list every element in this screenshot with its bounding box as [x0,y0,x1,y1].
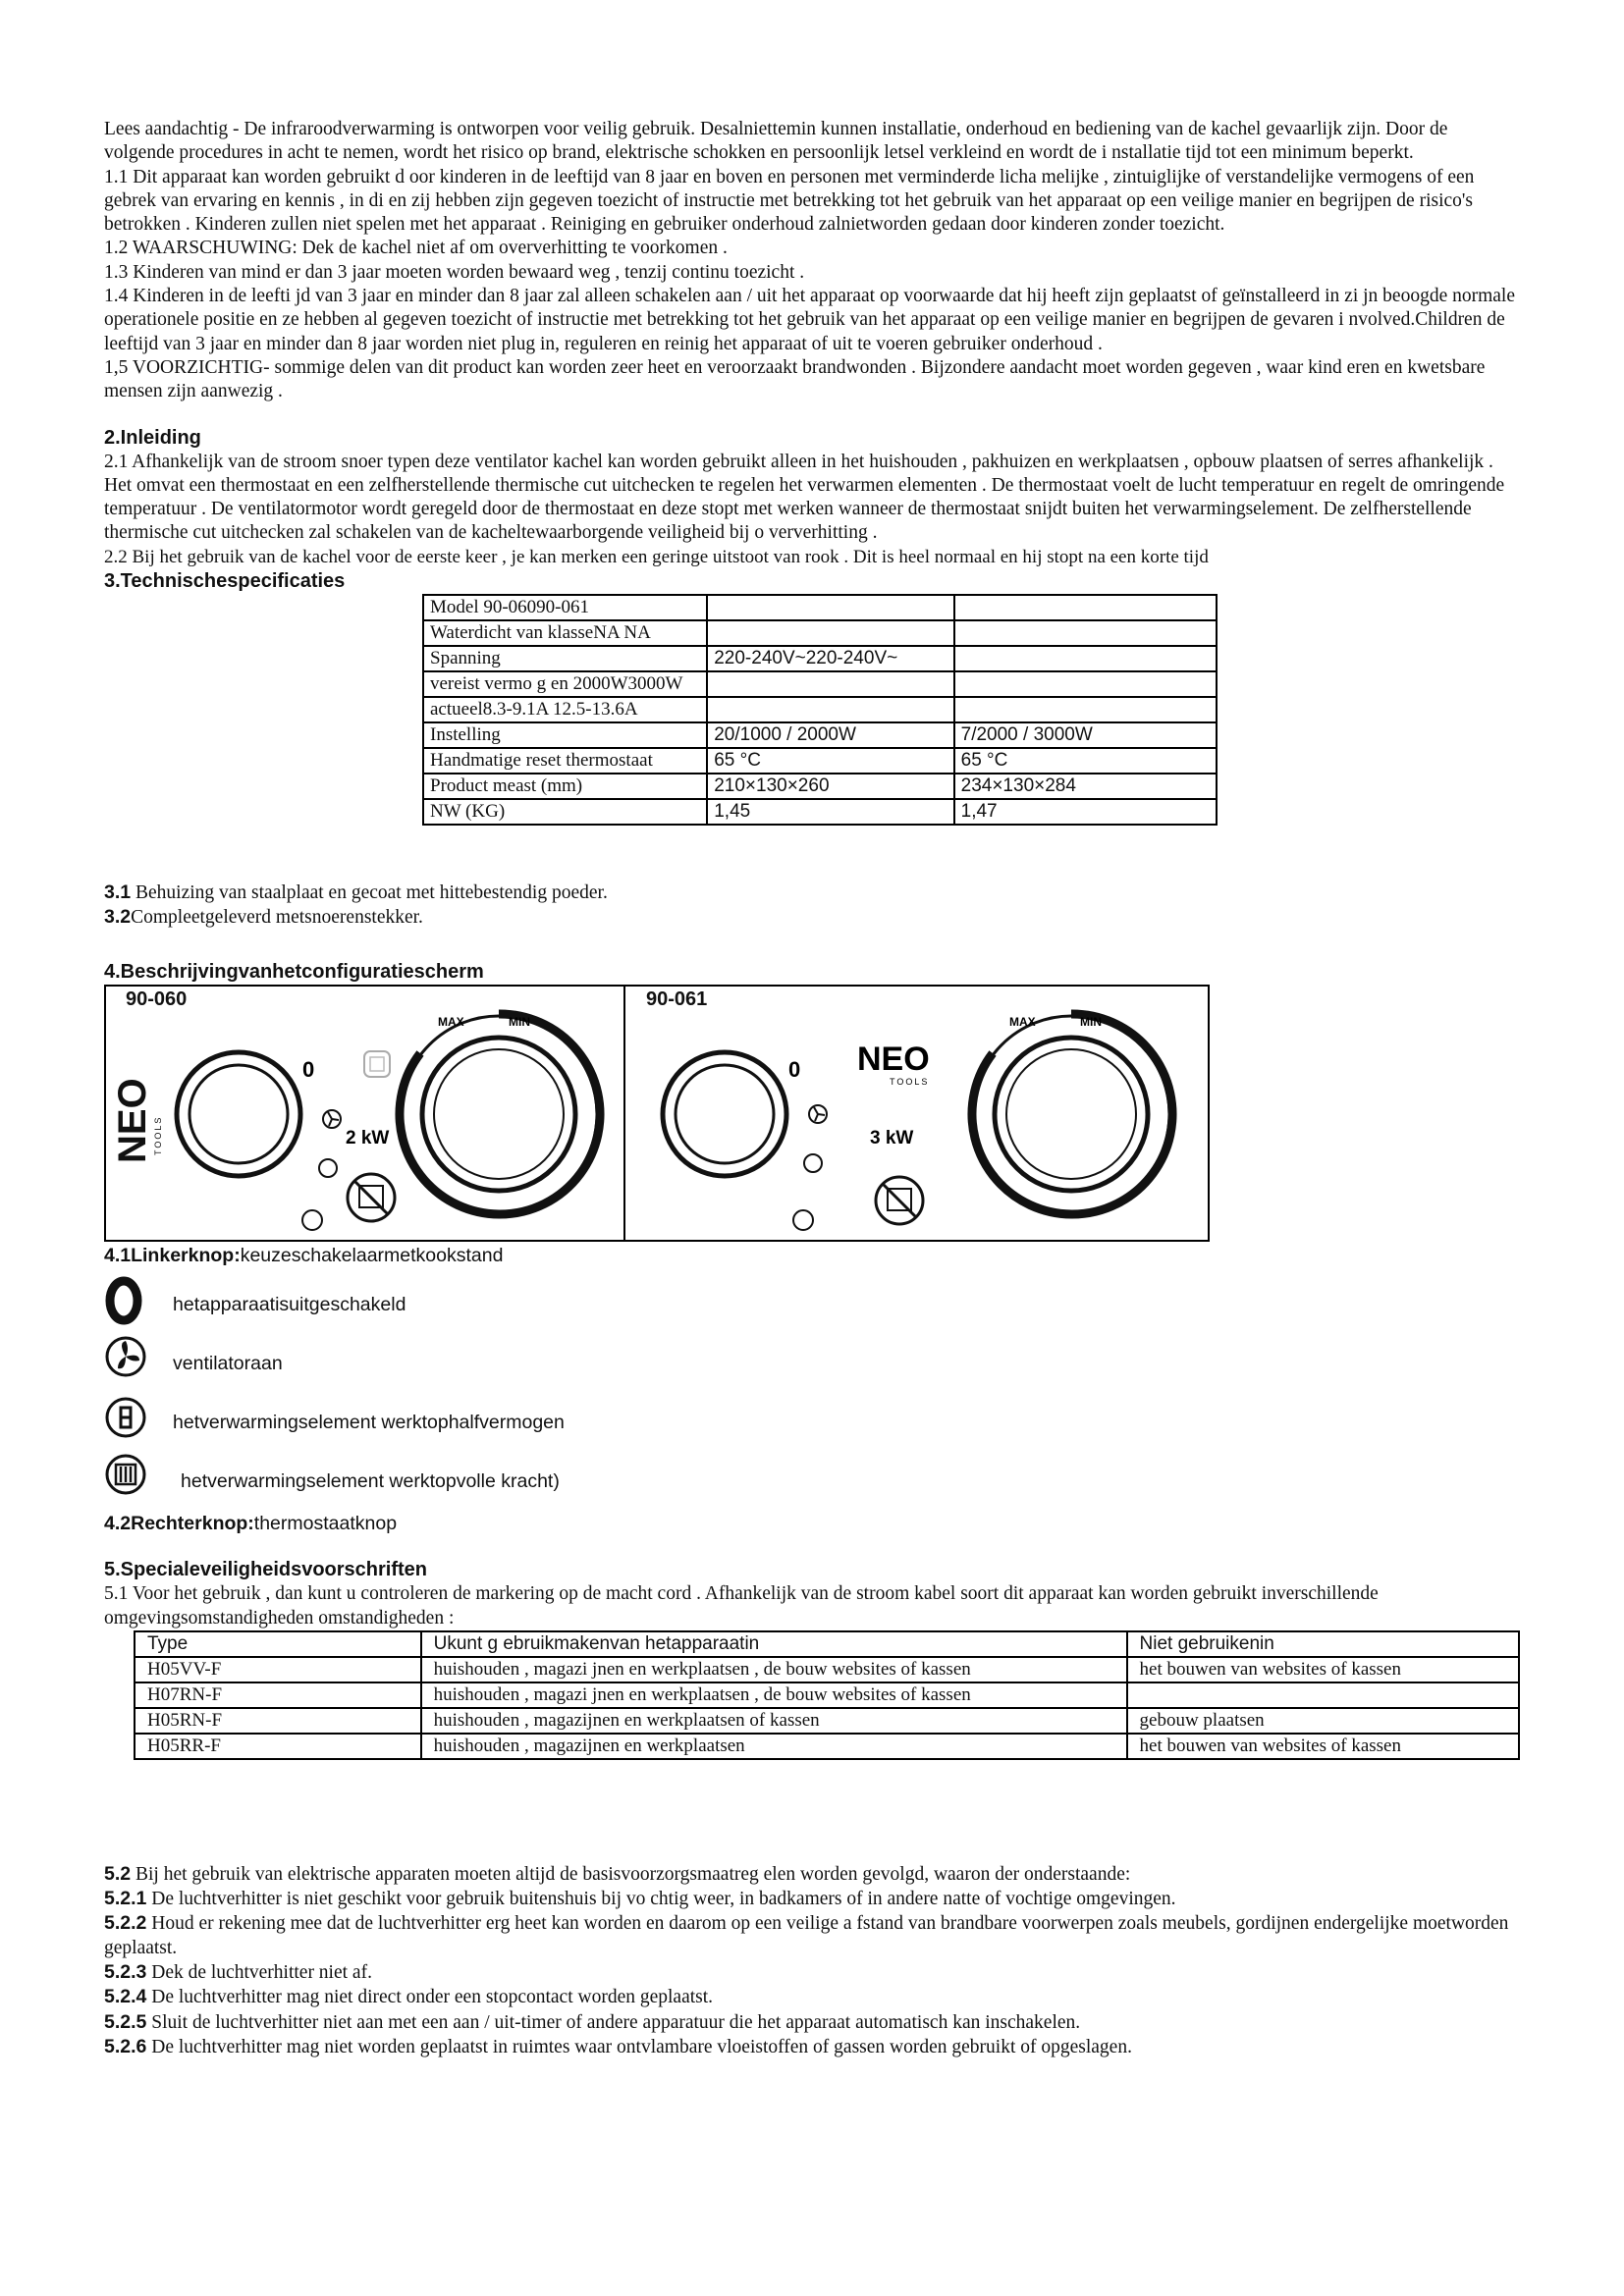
table-cell [954,620,1217,646]
table-cell [954,646,1217,671]
table-row [423,697,1217,722]
table-cell: 220-240V~220-240V~ [707,646,953,671]
intro-paragraph: Lees aandachtig - De infraroodverwarming is ontworpen voor veilig gebruik. Desalniettemin kunnen installatie, onderhoud en bediening van de kachel gevaarlijk zijn. Door de volgende procedures in acht te nemen, wordt het risico op brand, elektrische schokken en persoonlijk letsel verkleind en wordt de i nstallatie tijd tot een minimum beperkt. [104,119,1448,164]
table-cell: het bouwen van websites of kassen [1127,1657,1519,1682]
table-row [423,595,1217,620]
svg-text:TOOLS: TOOLS [153,1115,163,1155]
section-5-2-list [104,1862,1518,2059]
min-label: MIN [1080,1014,1102,1029]
table-cell: Instelling [423,722,707,748]
safety-1-5: 1,5 VOORZICHTIG- sommige delen van dit product kan worden zeer heet en veroorzaakt brandwonden . Bijzondere aandacht moet worden gegeven , waar kind eren en kwetsbare mensen zijn aanwezig . [104,356,1486,402]
section-2-2: 2.2 Bij het gebruik van de kachel voor de eerste keer , je kan merken een geringe uitstoot van rook . Dit is heel normaal en hij stopt na een korte tijd [104,546,1209,567]
table-cell [1127,1682,1519,1708]
svg-text:TOOLS: TOOLS [890,1076,930,1087]
thermostat-knob[interactable] [400,1014,600,1214]
safety-item: 5.2.4 De luchtverhitter mag niet direct onder een stopcontact worden geplaatst. [104,1986,714,2008]
full-heat-icon [793,1210,813,1230]
table-header-cell: Ukunt g ebruikmakenvan hetapparaatin [421,1631,1127,1657]
cable-table [134,1630,1520,1760]
safety-item: 5.2.3 Dek de luchtverhitter niet af. [104,1961,372,1984]
fan-icon [104,1335,153,1384]
safety-item: 5.2.2 Houd er rekening mee dat de luchtverhitter erg heet kan worden en daarom op een veilige a fstand van brandbare voorwerpen zoals meubels, gordijnen endergelijke moetworden geplaatst. [104,1912,1509,1958]
table-row [135,1682,1519,1708]
selector-knob[interactable] [663,1052,786,1176]
panel-90-061 [626,987,1208,1240]
panel-90-060 [106,987,625,1240]
panel-90-060-drawing [106,987,623,1240]
table-cell: Handmatige reset thermostaat [423,748,707,774]
indicator-light-icon [364,1051,390,1077]
position-0-label: 0 [788,1056,801,1082]
section-2-1: 2.1 Afhankelijk van de stroom snoer typen deze ventilator kachel kan worden gebruikt alleen in het huishouden , pakhuizen en werkplaatsen , opbouw plaatsen of serres afhankelijk . Het omvat een thermostaat en een zelfherstellende thermische cut uitchecken te regelen het verwarmen elementen . De thermostaat voelt de lucht temperatuur en regelt de omringende temperatuur . De ventilatormotor wordt geregeld door de thermostaat en deze stopt met werken wanneer de thermostaat snijdt buiten het verwarmingselement. De zelfherstellende thermische cut uitchecken zal schakelen van de kacheltewaarborgende veiligheid bij o ververhitting . [104,451,1505,544]
safety-item: 5.2.1 De luchtverhitter is niet geschikt voor gebruik buitenshuis bij vo chtig weer, in badkamers of in andere natte of vochtige omgevingen. [104,1888,1176,1910]
full-heat-icon [302,1210,322,1230]
section-5-1: 5.1 Voor het gebruik , dan kunt u controleren de markering op de macht cord . Afhankelijk van de stroom kabel soort dit apparaat kan worden gebruikt inverschillende omgevingsomstandigheden omstandigheden : [104,1583,1379,1629]
table-cell: het bouwen van websites of kassen [1127,1734,1519,1759]
safety-1-3: 1.3 Kinderen van mind er dan 3 jaar moeten worden bewaard weg , tenzij continu toezicht . [104,261,805,283]
table-cell: 1,47 [954,799,1217,825]
half-heat-icon [104,1394,153,1443]
table-cell: 210×130×260 [707,774,953,799]
table-cell: H05RR-F [135,1734,421,1759]
table-cell: huishouden , magazijnen en werkplaatsen of kassen [421,1708,1127,1734]
safety-1-1: 1.1 Dit apparaat kan worden gebruikt d oor kinderen in de leeftijd van 8 jaar en boven en personen met verminderde licha melijke , zintuiglijke of verstandelijke vermogens of een gebrek van ervaring en kennis , in di en zij hebben zijn gegeven toezicht of instructie met betrekking tot het gebruik van het apparaat op een veilige manier en begrijpen de risico's betrokken . Kinderen zullen niet spelen met het apparaat . Reiniging en gebruiker onderhoud zalnietworden gedaan door kinderen zonder toezicht. [104,166,1475,236]
table-cell: actueel8.3-9.1A 12.5-13.6A [423,697,707,722]
control-panels [104,985,1210,1242]
section-2-heading: 2.Inleiding [104,426,201,449]
neo-logo [111,1078,163,1163]
neo-logo: NEO [857,1040,930,1078]
panel-90-061-drawing [626,987,1208,1240]
table-cell: Product meast (mm) [423,774,707,799]
legend-item: hetverwarmingselement werktopvolle kracht) [104,1453,1518,1512]
table-cell: H07RN-F [135,1682,421,1708]
max-label: MAX [1009,1014,1036,1029]
safety-item: 5.2 Bij het gebruik van elektrische apparaten moeten altijd de basisvoorzorgsmaatreg elen worden gevolgd, waaron der onderstaande: [104,1862,1131,1885]
legend-list [104,1276,1518,1512]
document-page [104,118,1518,2059]
panel-model-label: 90-060 [126,988,188,1010]
half-heat-icon [319,1159,337,1177]
selector-knob[interactable] [177,1052,300,1176]
table-cell: 20/1000 / 2000W [707,722,953,748]
section-5-heading: 5.Specialeveiligheidsvoorschriften [104,1559,428,1581]
table-row [423,722,1217,748]
safety-1-2: 1.2 WAARSCHUWING: Dek de kachel niet af om oververhitting te voorkomen . [104,238,728,259]
table-row [423,799,1217,825]
spec-table [422,594,1218,826]
do-not-cover-icon [348,1174,395,1221]
table-cell: 65 °C [954,748,1217,774]
full-heat-icon [104,1453,153,1502]
table-cell: NW (KG) [423,799,707,825]
table-cell [707,671,953,697]
zero-icon [104,1276,153,1325]
panel-model-label: 90-061 [646,988,708,1010]
power-label: 3 kW [870,1127,914,1148]
legend-item: ventilatoraan [104,1335,1518,1394]
section-4-heading: 4.Beschrijvingvanhetconfiguratiescherm [104,960,484,983]
cable-table-wrap [104,1630,1518,1862]
table-cell [954,697,1217,722]
table-cell: H05VV-F [135,1657,421,1682]
max-label: MAX [438,1014,464,1029]
svg-text:NEO: NEO [111,1077,154,1163]
table-cell: 234×130×284 [954,774,1217,799]
table-row [423,748,1217,774]
section-4-1: 4.1Linkerknop:keuzeschakelaarmetkookstand [104,1244,504,1266]
table-cell: huishouden , magazi jnen en werkplaatsen , de bouw websites of kassen [421,1682,1127,1708]
table-row [135,1708,1519,1734]
table-row [423,620,1217,646]
table-cell: H05RN-F [135,1708,421,1734]
section-4-2: 4.2Rechterknop:thermostaatknop [104,1512,398,1534]
table-cell [707,620,953,646]
spec-note-3-1: 3.1 Behuizing van staalplaat en gecoat met hittebestendig poeder. [104,881,608,904]
spec-table-wrap [104,594,1518,881]
table-cell: Spanning [423,646,707,671]
safety-1-4: 1.4 Kinderen in de leefti jd van 3 jaar en minder dan 8 jaar zal alleen schakelen aan / uit het apparaat op voorwaarde dat hij heeft zijn geplaatst of geïnstalleerd in zi jn beoogde normale operationele positie en ze hebben al gegeven toezicht of instructie met betrekking tot het gebruik van het apparaat op een veilige manier en begrijpen de gevaren i nvolved.Children de leeftijd van 3 jaar en minder dan 8 jaar worden niet plug in, reguleren en reinig het apparaat of uit te voeren gebruiker onderhoud . [104,286,1516,354]
table-cell: 65 °C [707,748,953,774]
safety-item: 5.2.6 De luchtverhitter mag niet worden geplaatst in ruimtes waar ontvlambare vloeistoffen of gassen worden gebruikt of opgeslagen. [104,2035,1132,2057]
table-cell: gebouw plaatsen [1127,1708,1519,1734]
table-cell: huishouden , magazi jnen en werkplaatsen , de bouw websites of kassen [421,1657,1127,1682]
table-row [135,1734,1519,1759]
table-header-cell: Niet gebruikenin [1127,1631,1519,1657]
table-cell: Model 90-06090-061 [423,595,707,620]
legend-item: hetverwarmingselement werktophalfvermogen [104,1394,1518,1453]
table-cell: vereist vermo g en 2000W3000W [423,671,707,697]
table-header-row [135,1631,1519,1657]
legend-item: hetapparaatisuitgeschakeld [104,1276,1518,1335]
half-heat-icon [804,1154,822,1172]
control-panels-wrap [104,985,1518,1244]
table-row [423,646,1217,671]
thermostat-knob[interactable] [972,1014,1172,1214]
safety-item: 5.2.5 Sluit de luchtverhitter niet aan met een aan / uit-timer of andere apparatuur die het apparaat automatisch kan inschakelen. [104,2010,1081,2033]
table-cell: 1,45 [707,799,953,825]
table-cell: huishouden , magazijnen en werkplaatsen [421,1734,1127,1759]
section-3-heading: 3.Technischespecificaties [104,570,346,593]
power-label: 2 kW [346,1127,390,1148]
table-cell: Waterdicht van klasseNA NA [423,620,707,646]
position-0-label: 0 [302,1056,315,1082]
table-row [423,671,1217,697]
table-cell [954,595,1217,620]
table-cell: 7/2000 / 3000W [954,722,1217,748]
table-cell [954,671,1217,697]
table-header-cell: Type [135,1631,421,1657]
spec-note-3-2: 3.2Compleetgeleverd metsnoerenstekker. [104,906,423,929]
table-cell [707,697,953,722]
table-cell [707,595,953,620]
min-label: MIN [509,1014,530,1029]
table-row [135,1657,1519,1682]
table-row [423,774,1217,799]
do-not-cover-icon [876,1177,923,1224]
